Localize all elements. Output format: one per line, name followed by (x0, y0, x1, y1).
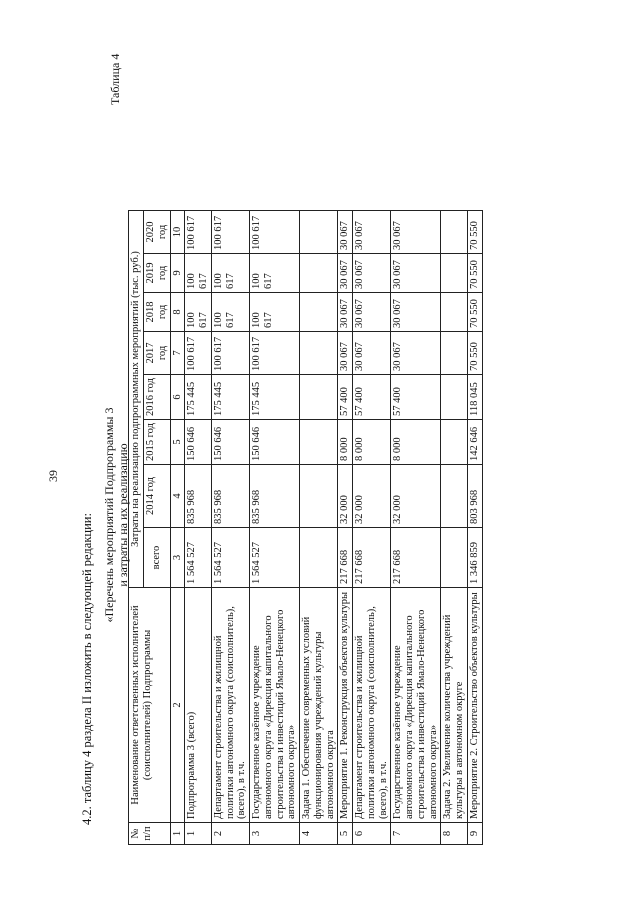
row-value (300, 332, 338, 375)
table-title-line-1: «Перечень мероприятий Подпрограммы 3 (102, 407, 116, 623)
row-value: 835 968 (250, 465, 300, 528)
row-number: 3 (250, 823, 300, 845)
header-name: Наименование ответственных исполнителей (соисполнителей) Подпрограммы (129, 588, 171, 823)
row-value: 835 968 (211, 465, 249, 528)
row-value (441, 375, 468, 420)
header-row-1 (129, 211, 144, 845)
row-value: 100 617 (211, 293, 249, 332)
row-value: 835 968 (185, 465, 212, 528)
row-value: 1 564 527 (211, 528, 249, 588)
row-value: 70 550 (467, 332, 482, 375)
header-year: 2017 год (144, 332, 171, 375)
col-number: 1 (170, 823, 185, 845)
row-value (300, 465, 338, 528)
row-value: 100 617 (211, 211, 249, 254)
row-value: 118 045 (467, 375, 482, 420)
row-value: 30 067 (353, 293, 391, 332)
row-value: 32 000 (391, 465, 441, 528)
row-value: 30 067 (338, 254, 353, 293)
header-costs: Затраты на реализацию подпрограммных мероприятий (тыс. руб.) (129, 211, 144, 588)
row-value: 150 646 (250, 420, 300, 465)
row-value: 70 550 (467, 254, 482, 293)
row-number: 6 (353, 823, 391, 845)
row-value: 8 000 (391, 420, 441, 465)
row-value: 100 617 (250, 211, 300, 254)
row-value (300, 254, 338, 293)
row-value: 30 067 (338, 211, 353, 254)
row-value: 100 617 (250, 293, 300, 332)
row-name: Департамент строительства и жилищной политики автономного округа (соисполнитель), (всего), в т.ч. (211, 588, 249, 823)
row-value: 30 067 (353, 211, 391, 254)
header-num: № п/п (129, 823, 171, 845)
row-value: 57 400 (338, 375, 353, 420)
row-number: 7 (391, 823, 441, 845)
table-title-line-2: и затраты на их реализацию (116, 443, 130, 587)
row-value: 30 067 (353, 332, 391, 375)
row-value: 70 550 (467, 293, 482, 332)
header-year: 2015 год (144, 420, 171, 465)
row-value: 175 445 (185, 375, 212, 420)
row-value: 100 617 (250, 332, 300, 375)
row-value: 100 617 (185, 211, 212, 254)
row-value (300, 420, 338, 465)
col-number: 10 (170, 211, 185, 254)
table-row (441, 211, 468, 845)
row-value: 100 617 (185, 293, 212, 332)
row-value (300, 528, 338, 588)
row-value: 150 646 (185, 420, 212, 465)
row-value: 8 000 (353, 420, 391, 465)
row-value (441, 528, 468, 588)
row-value: 30 067 (391, 293, 441, 332)
table-row (353, 211, 391, 845)
row-value: 32 000 (338, 465, 353, 528)
table-row (300, 211, 338, 845)
column-number-row (170, 211, 185, 845)
col-number: 7 (170, 332, 185, 375)
header-year: 2016 год (144, 375, 171, 420)
row-value: 217 668 (391, 528, 441, 588)
row-value: 803 968 (467, 465, 482, 528)
intro-paragraph: 4.2. таблицу 4 раздела II изложить в следующей редакции: (80, 513, 94, 825)
row-value: 100 617 (211, 332, 249, 375)
col-number: 3 (170, 528, 185, 588)
header-total: всего (144, 528, 171, 588)
row-value: 32 000 (353, 465, 391, 528)
row-value: 8 000 (338, 420, 353, 465)
row-value: 150 646 (211, 420, 249, 465)
col-number: 5 (170, 420, 185, 465)
col-number: 6 (170, 375, 185, 420)
page-number: 39 (46, 470, 60, 482)
row-value: 217 668 (353, 528, 391, 588)
col-number: 2 (170, 588, 185, 823)
table-number: Таблица 4 (108, 53, 122, 105)
row-value: 30 067 (338, 332, 353, 375)
table-row (338, 211, 353, 845)
table-row (467, 211, 482, 845)
col-number: 4 (170, 465, 185, 528)
row-value (300, 293, 338, 332)
row-number: 9 (467, 823, 482, 845)
row-value: 30 067 (338, 293, 353, 332)
row-value: 57 400 (353, 375, 391, 420)
table-row (250, 211, 300, 845)
table-row (211, 211, 249, 845)
table-row (185, 211, 212, 845)
row-value (300, 211, 338, 254)
row-value: 30 067 (391, 211, 441, 254)
row-value (441, 465, 468, 528)
measures-table (128, 210, 483, 845)
row-value: 100 617 (250, 254, 300, 293)
col-number: 8 (170, 293, 185, 332)
row-number: 2 (211, 823, 249, 845)
row-number: 5 (338, 823, 353, 845)
row-number: 1 (185, 823, 212, 845)
row-name: Государственное казённое учреждение автономного округа «Дирекция капитального строительства и инвестиций Ямало-Ненецкого автономного округа» (391, 588, 441, 823)
header-year: 2019 год (144, 254, 171, 293)
row-value (441, 293, 468, 332)
row-name: Задача 1. Обеспечение современных условий функционирования учреждений культуры автономного округа (300, 588, 338, 823)
row-name: Мероприятие 1. Реконструкция объектов культуры (338, 588, 353, 823)
row-value: 100 617 (185, 332, 212, 375)
row-number: 4 (300, 823, 338, 845)
row-value: 30 067 (353, 254, 391, 293)
row-value: 30 067 (391, 254, 441, 293)
header-year: 2014 год (144, 465, 171, 528)
row-number: 8 (441, 823, 468, 845)
row-value (441, 420, 468, 465)
row-value: 30 067 (391, 332, 441, 375)
header-year: 2020 год (144, 211, 171, 254)
row-value (300, 375, 338, 420)
row-value: 70 550 (467, 211, 482, 254)
row-value: 217 668 (338, 528, 353, 588)
row-value (441, 254, 468, 293)
table-row (391, 211, 441, 845)
row-name: Государственное казённое учреждение автономного округа «Дирекция капитального строительства и инвестиций Ямало-Ненецкого автономного округа» (250, 588, 300, 823)
row-value: 1 564 527 (250, 528, 300, 588)
row-name: Мероприятие 2. Строительство объектов культуры (467, 588, 482, 823)
row-value: 175 445 (211, 375, 249, 420)
table-body (129, 211, 483, 845)
row-value: 100 617 (185, 254, 212, 293)
row-value: 1 346 859 (467, 528, 482, 588)
row-name: Департамент строительства и жилищной политики автономного округа (соисполнитель), (всего), в т.ч. (353, 588, 391, 823)
row-value: 100 617 (211, 254, 249, 293)
header-year: 2018 год (144, 293, 171, 332)
col-number: 9 (170, 254, 185, 293)
row-value (441, 332, 468, 375)
row-value (441, 211, 468, 254)
row-value: 175 445 (250, 375, 300, 420)
row-value: 142 646 (467, 420, 482, 465)
row-name: Задача 2. Увеличение количества учреждений культуры в автономном округе (441, 588, 468, 823)
row-value: 1 564 527 (185, 528, 212, 588)
row-name: Подпрограмма 3 (всего) (185, 588, 212, 823)
row-value: 57 400 (391, 375, 441, 420)
